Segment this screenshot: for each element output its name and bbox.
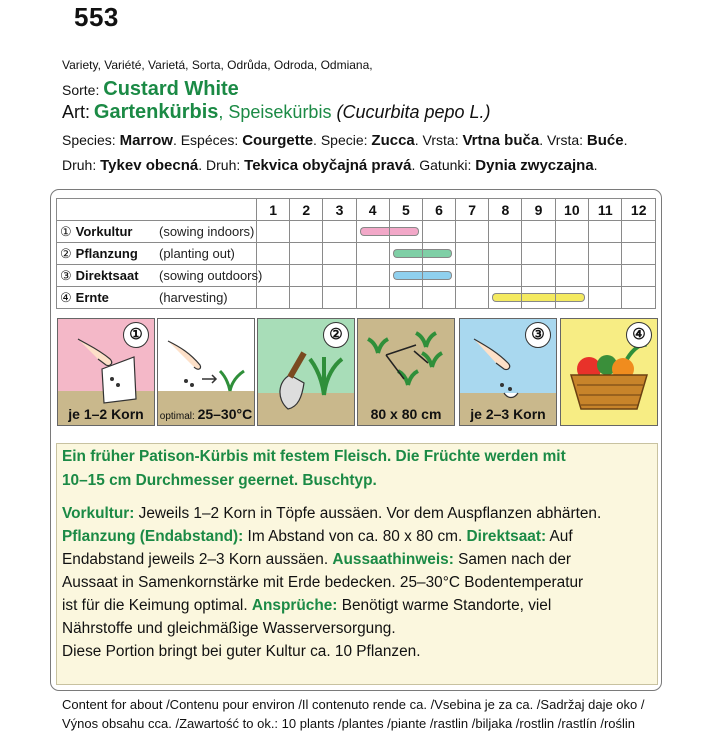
month-12: 12: [622, 199, 656, 221]
calendar-cell: [622, 287, 656, 309]
ansprueche-text: Benötigt warme Standorte, viel: [337, 597, 552, 614]
druh-value: Tekvica obyčajná pravá: [244, 157, 412, 174]
calendar-cell: [489, 221, 522, 243]
desc-line-5: [62, 597, 551, 615]
desc-line-4: Aussaat in Samenkornstärke mit Erde bedecken. 25–30°C Bodentemperatur: [62, 574, 584, 591]
calendar-cell: [555, 265, 588, 287]
calendar-row-label: [57, 221, 257, 243]
calendar-cell: [389, 287, 422, 309]
calendar-cell: [290, 221, 323, 243]
aussaathinweis-label: Aussaathinweis:: [332, 551, 454, 568]
footer-line-2: Výnos obsahu cca. /Zawartość to ok.: 10 plants /plantes /piante /rastlin /biljaka /rostlin /rastlín /roślin: [62, 716, 636, 731]
species-value: Vrtna buča: [462, 132, 540, 149]
calendar-cell: [622, 243, 656, 265]
calendar-cell: [489, 287, 522, 309]
month-6: 6: [422, 199, 455, 221]
sorte-label: Sorte:: [62, 82, 100, 98]
month-4: 4: [356, 199, 389, 221]
step-badge-4: ④: [626, 322, 652, 348]
species-label: . Vrsta:: [539, 132, 587, 148]
calendar-cell: [356, 287, 389, 309]
calendar-cell: [290, 243, 323, 265]
druh-value: Dynia zwyczajna: [475, 157, 594, 174]
period-bar: [423, 249, 452, 258]
step-caption-2: [158, 406, 254, 422]
direktsaat-label: Direktsaat:: [466, 528, 547, 545]
calendar-cell: [290, 287, 323, 309]
calendar-cell: [522, 221, 555, 243]
period-bar: [360, 227, 389, 236]
step-harvesting: [560, 318, 658, 426]
activity-translation: (harvesting): [159, 289, 228, 305]
species-value: Zucca: [371, 132, 415, 149]
variety-line: Variety, Variété, Varietá, Sorta, Odrůda, Odroda, Odmiana,: [62, 58, 373, 72]
month-8: 8: [489, 199, 522, 221]
desc-intro-1: Ein früher Patison-Kürbis mit festem Fleisch. Die Früchte werden mit: [62, 448, 566, 465]
calendar-cell: [356, 243, 389, 265]
calendar-cell: [589, 287, 622, 309]
calendar-cell: [389, 221, 422, 243]
calendar-cell: [555, 287, 588, 309]
calendar-cell: [257, 243, 290, 265]
desc-line-6: Nährstoffe und gleichmäßige Wasserversorgung.: [62, 620, 396, 637]
period-bar: [423, 271, 452, 280]
calendar-cell: [257, 287, 290, 309]
month-1: 1: [257, 199, 290, 221]
product-code: 553: [74, 2, 119, 32]
step-spacing: [357, 318, 455, 426]
species-label: .: [623, 132, 628, 148]
ansprueche-label: Ansprüche:: [251, 597, 338, 614]
footer-line-1: Content for about /Contenu pour environ /Il contenuto rende ca. /Vsebina je za ca. /Sadržaj daje oko /: [62, 697, 645, 712]
calendar-row: [57, 265, 656, 287]
activity-translation: (sowing indoors): [159, 223, 255, 239]
calendar-cell: [422, 265, 455, 287]
calendar-cell: [290, 265, 323, 287]
step-caption-1: je 1–2 Korn: [68, 406, 144, 422]
month-3: 3: [323, 199, 356, 221]
calendar-cell: [522, 287, 555, 309]
druh-line: [62, 157, 598, 174]
calendar-row: [57, 243, 656, 265]
month-9: 9: [522, 199, 555, 221]
step-badge-3: ③: [525, 322, 551, 348]
calendar-row: [57, 287, 656, 309]
vorkultur-label: Vorkultur:: [62, 505, 135, 522]
calendar-cell: [323, 265, 356, 287]
desc-line-7: Diese Portion bringt bei guter Kultur ca. 10 Pflanzen.: [62, 643, 421, 660]
step-caption-4: 80 x 80 cm: [370, 406, 442, 422]
temperature-caption: 25–30°C: [197, 406, 253, 422]
species-label: . Specie:: [313, 132, 372, 148]
desc-intro-2: 10–15 cm Durchmesser geernet. Buschtyp.: [62, 472, 377, 489]
step-number: ③: [60, 267, 72, 283]
calendar-cell: [555, 221, 588, 243]
month-2: 2: [290, 199, 323, 221]
calendar-cell: [389, 265, 422, 287]
period-bar: [556, 293, 585, 302]
desc-line-1: [62, 505, 601, 523]
step-germination: [157, 318, 255, 426]
calendar-row: [57, 221, 656, 243]
druh-label: . Druh:: [198, 157, 245, 173]
sorte-line: [62, 78, 239, 101]
step-number: ①: [60, 223, 72, 239]
step-badge-1: ①: [123, 322, 149, 348]
art-alt: , Speisekürbis: [218, 102, 337, 122]
druh-label: . Gatunki:: [411, 157, 476, 173]
desc-line-2: [62, 528, 573, 546]
calendar-cell: [323, 287, 356, 309]
month-10: 10: [555, 199, 588, 221]
activity-translation: (planting out): [159, 245, 235, 261]
calendar-cell: [422, 243, 455, 265]
calendar-cell: [356, 221, 389, 243]
month-5: 5: [389, 199, 422, 221]
period-bar: [492, 293, 521, 302]
endabstand-text: Endabstand jeweils 2–3 Korn aussäen.: [62, 551, 333, 568]
step-caption-5: je 2–3 Korn: [470, 406, 546, 422]
month-7: 7: [456, 199, 489, 221]
vorkultur-text: Jeweils 1–2 Korn in Töpfe aussäen. Vor dem Auspflanzen abhärten.: [134, 505, 602, 522]
calendar-cell: [323, 243, 356, 265]
calendar-cell: [555, 243, 588, 265]
step-number: ④: [60, 289, 72, 305]
species-value: Courgette: [242, 132, 314, 149]
calendar-cell: [422, 287, 455, 309]
period-bar: [390, 227, 419, 236]
calendar-cell: [489, 265, 522, 287]
step-number: ②: [60, 245, 72, 261]
calendar-cell: [456, 265, 489, 287]
calendar-cell: [489, 243, 522, 265]
species-label: . Espéces:: [172, 132, 243, 148]
calendar-cell: [622, 221, 656, 243]
period-bar: [522, 293, 554, 302]
caption-small: optimal:: [159, 411, 198, 422]
pflanzung-text: Im Abstand von ca. 80 x 80 cm.: [243, 528, 467, 545]
calendar-cell: [589, 243, 622, 265]
activity-name: Pflanzung: [75, 245, 138, 261]
calendar-cell: [323, 221, 356, 243]
calendar-row-label: [57, 287, 257, 309]
step-planting-out: [257, 318, 355, 426]
keimung-text: ist für die Keimung optimal.: [62, 597, 252, 614]
desc-line-3: [62, 551, 571, 569]
step-sowing-outdoors: [459, 318, 557, 426]
calendar-cell: [622, 265, 656, 287]
activity-name: Direktsaat: [75, 267, 139, 283]
direktsaat-text: Auf: [546, 528, 573, 545]
art-label: Art:: [62, 102, 91, 122]
pflanzung-label: Pflanzung (Endabstand):: [62, 528, 244, 545]
activity-translation: (sowing outdoors): [159, 267, 263, 283]
calendar-corner: [57, 199, 257, 221]
calendar-cell: [522, 243, 555, 265]
species-label: Species:: [62, 132, 120, 148]
calendar-cell: [456, 221, 489, 243]
calendar-cell: [589, 221, 622, 243]
step-badge-2: ②: [323, 322, 349, 348]
calendar-cell: [522, 265, 555, 287]
calendar-cell: [589, 265, 622, 287]
calendar-cell: [456, 287, 489, 309]
period-bar: [393, 249, 422, 258]
activity-name: Vorkultur: [75, 223, 133, 239]
species-line: [62, 132, 628, 149]
period-bar: [393, 271, 422, 280]
calendar-row-label: [57, 265, 263, 287]
variety-name: Custard White: [103, 78, 239, 100]
month-11: 11: [589, 199, 622, 221]
art-line: [62, 101, 491, 124]
calendar-cell: [389, 243, 422, 265]
calendar-header-row: [57, 199, 656, 221]
calendar-cell: [257, 221, 290, 243]
art-latin: (Cucurbita pepo L.): [336, 102, 491, 122]
druh-label: Druh:: [62, 157, 101, 173]
species-label: . Vrsta:: [414, 132, 463, 148]
calendar-cell: [456, 243, 489, 265]
calendar-cell: [356, 265, 389, 287]
sowing-calendar: [56, 198, 656, 309]
species-value: Marrow: [119, 132, 173, 149]
druh-label: .: [593, 157, 598, 173]
activity-name: Ernte: [75, 289, 109, 305]
step-sowing-indoors: [57, 318, 155, 426]
calendar-row-label: [57, 243, 257, 265]
calendar-cell: [422, 221, 455, 243]
aussaathinweis-text: Samen nach der: [453, 551, 572, 568]
species-value: Buće: [586, 132, 624, 149]
art-main: Gartenkürbis: [93, 101, 219, 123]
druh-value: Tykev obecná: [100, 157, 199, 174]
